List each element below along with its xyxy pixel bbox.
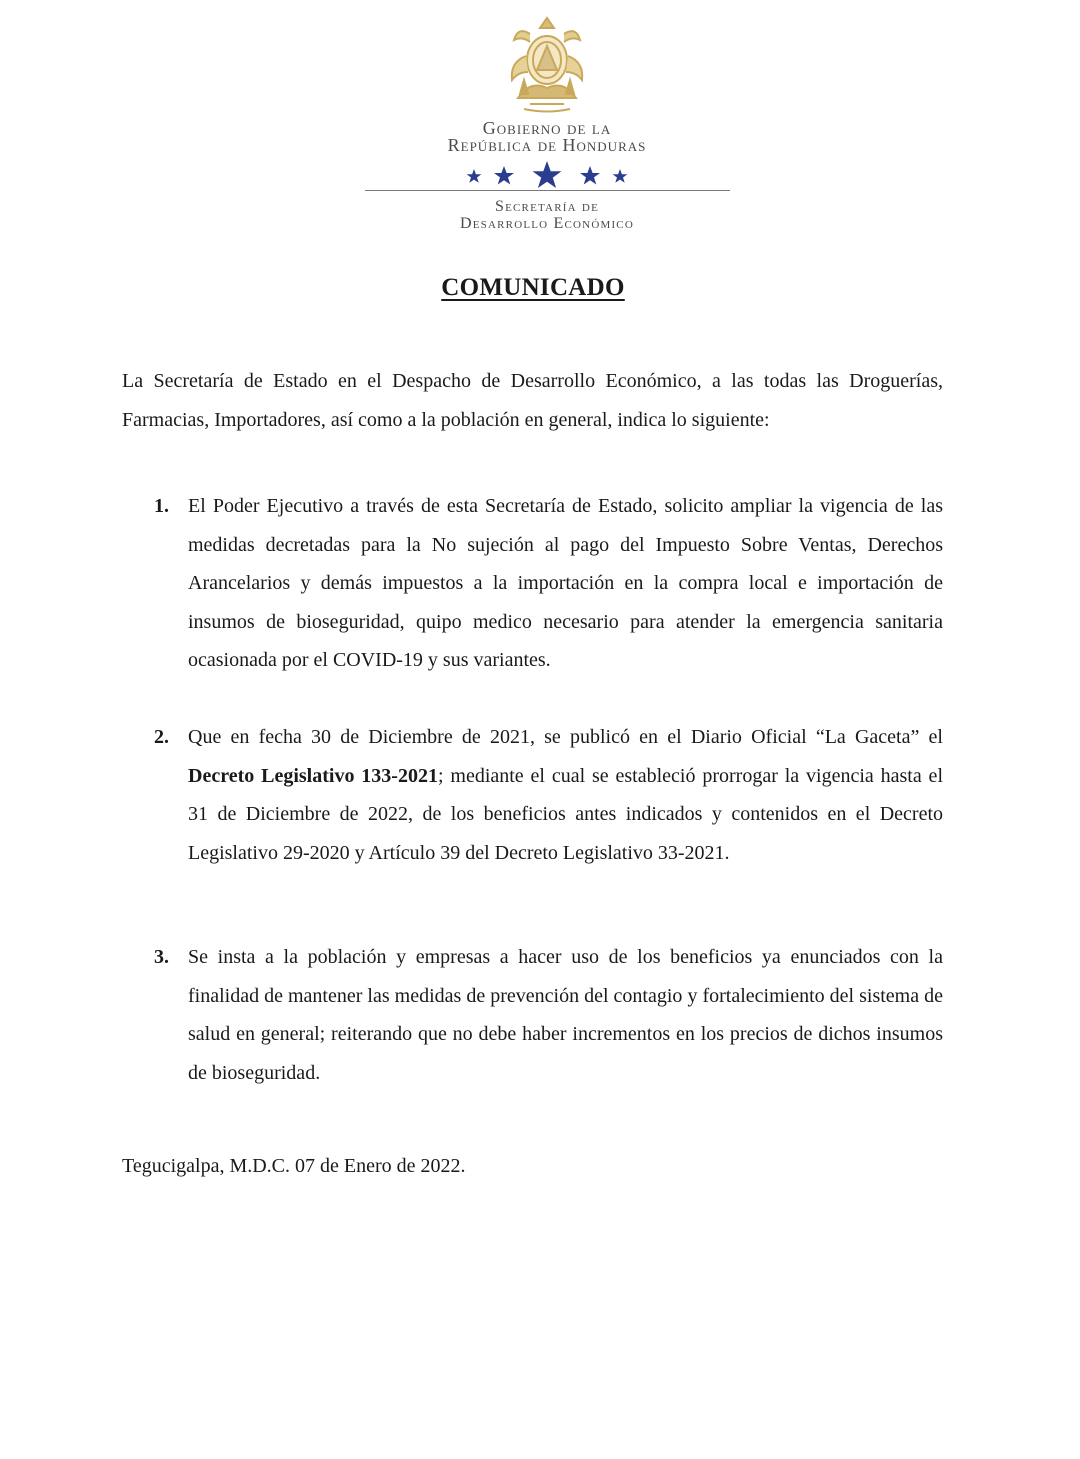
- ministry-name-line-1: Secretaría de: [495, 198, 599, 215]
- letterhead-divider: [365, 190, 730, 191]
- decree-reference: Decreto Legislativo 133-2021: [188, 764, 438, 787]
- list-item-text-after: ; mediante el cual se estableció prorrogar la vigencia hasta el 31 de Diciembre de 2022, de los beneficios antes indicados y contenidos en el Decreto Legislativo 29-2020 y Artículo 39 del Decreto Legislativo 33-2021.: [188, 764, 943, 864]
- list-item-text: Se insta a la población y empresas a hacer uso de los beneficios ya enunciados con la finalidad de mantener las medidas de prevención del contagio y fortalecimiento del sistema de salud en general; reiterando que no debe haber incrementos en los precios de dichos insumos de bioseguridad.: [188, 946, 943, 1084]
- intro-paragraph: La Secretaría de Estado en el Despacho de Desarrollo Económico, a las todas las Droguerías, Farmacias, Importadores, así como a la población en general, indica lo siguiente:: [122, 370, 943, 431]
- document-title: COMUNICADO: [441, 274, 625, 301]
- list-item-text-before: Que en fecha 30 de Diciembre de 2021, se publicó en el Diario Oficial “La Gaceta” el: [188, 726, 943, 748]
- ministry-name-line-2: Desarrollo Económico: [459, 215, 634, 232]
- list-item-number: 1.: [154, 495, 169, 517]
- list-item-text: [188, 718, 943, 872]
- place-and-date: Tegucigalpa, M.D.C. 07 de Enero de 2022.: [122, 1155, 466, 1177]
- stars-icon: [462, 160, 632, 190]
- list-item-number: 2.: [154, 726, 169, 748]
- list-item-text: El Poder Ejecutivo a través de esta Secretaría de Estado, solicito ampliar la vigencia de las medidas decretadas para la No sujeción al pago del Impuesto Sobre Ventas, Derechos Arancelarios y demás impuestos a la importación en la compra local e importación de insumos de bioseguridad, quipo medico necesario para atender la emergencia sanitaria ocasionada por el COVID-19 y sus variantes.: [188, 495, 943, 671]
- letterhead: [0, 0, 1080, 240]
- list-item-number: 3.: [154, 946, 169, 968]
- government-name-line-1: Gobierno de la: [482, 118, 612, 138]
- government-name-line-2: República de Honduras: [447, 135, 647, 155]
- coat-of-arms-icon: [500, 14, 594, 114]
